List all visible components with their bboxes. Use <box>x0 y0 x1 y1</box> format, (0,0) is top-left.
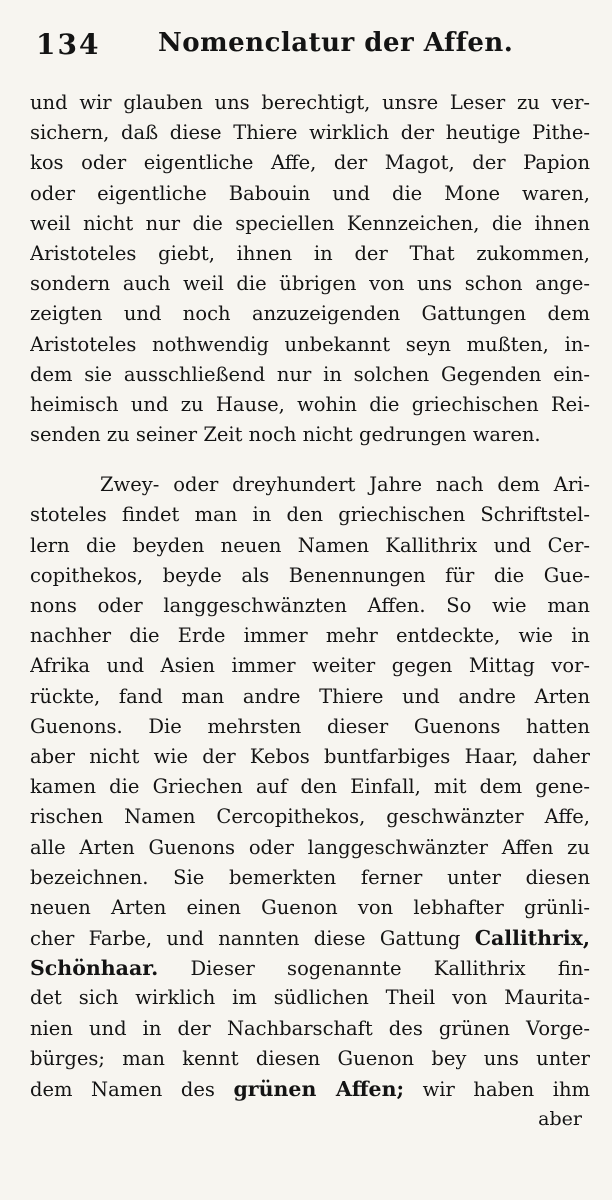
text-line: bezeichnen. Sie bemerkten ferner unter diesen <box>30 865 590 889</box>
text-line: nachher die Erde immer mehr entdeckte, wie in <box>30 624 590 648</box>
text-line: det sich wirklich im südlichen Theil von Maurita- <box>30 986 590 1010</box>
emphasized-term: Schönhaar. <box>30 956 159 981</box>
text-line <box>30 1074 590 1104</box>
page-header <box>36 28 596 68</box>
paragraph-gap <box>30 450 590 470</box>
text-line: zeigten und noch anzuzeigenden Gattungen dem <box>30 302 590 326</box>
text-line: Zwey- oder dreyhundert Jahre nach dem Ari- <box>100 473 590 497</box>
text-run: cher Farbe, und nannten diese Gattung <box>30 927 475 951</box>
text-line: alle Arten Guenons oder langgeschwänzter Affen zu <box>30 835 590 859</box>
page-number: 134 <box>36 28 101 61</box>
text-line: weil nicht nur die speciellen Kennzeichen, die ihnen <box>30 211 590 235</box>
body-text <box>30 88 590 1104</box>
text-line: Aristoteles nothwendig unbekannt seyn mußten, in- <box>30 332 590 356</box>
text-line <box>30 953 590 983</box>
text-run: wir haben ihm <box>404 1078 590 1101</box>
text-line: rückte, fand man andre Thiere und andre Arten <box>30 684 590 708</box>
text-line: aber nicht wie der Kebos buntfarbiges Haar, daher <box>30 744 590 768</box>
paragraph-2 <box>30 470 590 1104</box>
text-line: sichern, daß diese Thiere wirklich der heutige Pithe- <box>30 121 590 145</box>
running-head: Nomenclatur der Affen. <box>158 28 514 58</box>
text-line: Aristoteles giebt, ihnen in der That zukommen, <box>30 241 590 265</box>
text-line: nons oder langgeschwänzten Affen. So wie man <box>30 594 590 617</box>
text-line: oder eigentliche Babouin und die Mone waren, <box>30 181 590 205</box>
text-line: heimisch und zu Hause, wohin die griechischen Rei- <box>30 392 590 416</box>
paragraph-1 <box>30 88 590 450</box>
emphasized-term: Callithrix, <box>474 926 590 951</box>
text-line: sondern auch weil die übrigen von uns schon ange- <box>30 272 590 296</box>
text-line: Guenons. Die mehrsten dieser Guenons hatten <box>30 714 590 738</box>
text-run: dem Namen des <box>30 1078 234 1101</box>
text-line: kos oder eigentliche Affe, der Magot, der Papion <box>30 151 590 175</box>
text-line: bürges; man kennt diesen Guenon bey uns unter <box>30 1046 590 1070</box>
text-line: Afrika und Asien immer weiter gegen Mittag vor- <box>30 654 590 678</box>
text-line <box>30 923 590 953</box>
text-line: und wir glauben uns berechtigt, unsre Leser zu ver- <box>30 91 590 114</box>
text-line: neuen Arten einen Guenon von lebhafter grünli- <box>30 895 590 919</box>
text-run: Dieser sogenannte Kallithrix fin- <box>158 957 590 981</box>
text-line: nien und in der Nachbarschaft des grünen Vorge- <box>30 1016 590 1040</box>
text-line: senden zu seiner Zeit noch nicht gedrungen waren. <box>30 423 541 447</box>
text-line: kamen die Griechen auf den Einfall, mit dem gene- <box>30 775 590 799</box>
emphasized-term: grünen Affen; <box>233 1077 405 1101</box>
text-line: dem sie ausschließend nur in solchen Gegenden ein- <box>30 362 590 386</box>
text-line: lern die beyden neuen Namen Kallithrix und Cer- <box>30 533 590 557</box>
text-line: stoteles findet man in den griechischen Schriftstel- <box>30 503 590 527</box>
catchword: aber <box>538 1108 582 1130</box>
text-line: rischen Namen Cercopithekos, geschwänzter Affe, <box>30 805 590 829</box>
text-line: copithekos, beyde als Benennungen für die Gue- <box>30 563 590 587</box>
